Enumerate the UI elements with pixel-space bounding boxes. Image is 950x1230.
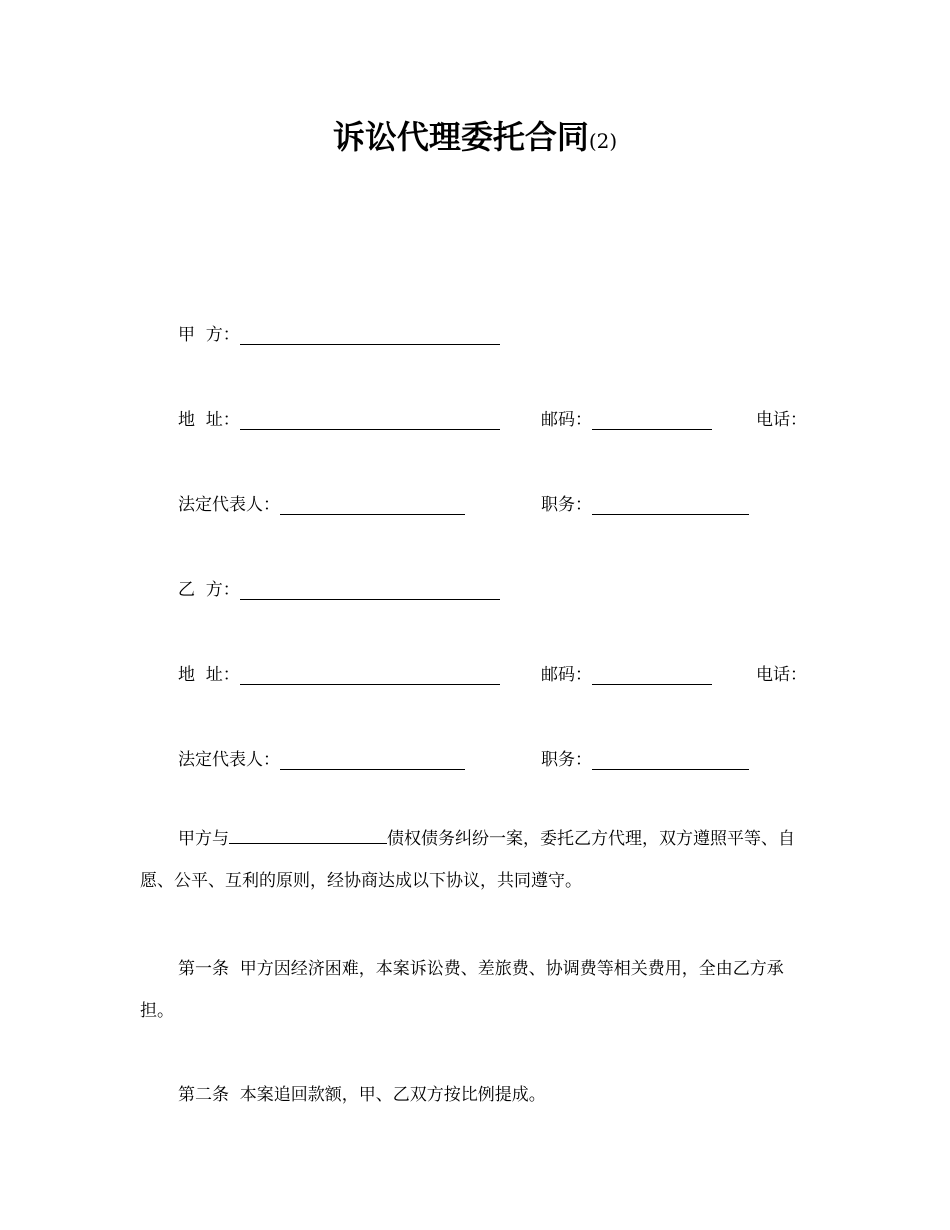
document-title (0, 112, 950, 158)
party-a-label: 甲 方： (178, 325, 240, 345)
party-a-rep-row (178, 490, 465, 515)
party-a-position-row (541, 490, 749, 515)
party-a-address-row (178, 405, 500, 430)
party-b-rep-row (178, 745, 465, 770)
party-b-rep-blank[interactable] (280, 751, 465, 770)
party-a-row (178, 320, 500, 345)
party-b-row (178, 575, 500, 600)
party-b-rep-label: 法定代表人： (178, 750, 280, 770)
party-b-address-row (178, 660, 500, 685)
party-b-postcode-blank[interactable] (592, 666, 712, 685)
party-a-phone-row (756, 405, 807, 430)
case-party-blank[interactable] (229, 829, 387, 844)
party-b-postcode-row (541, 660, 712, 685)
intro-prefix: 甲方与 (178, 829, 229, 849)
party-a-blank[interactable] (240, 326, 500, 345)
party-b-position-blank[interactable] (592, 751, 749, 770)
party-b-blank[interactable] (240, 581, 500, 600)
party-b-position-label: 职务： (541, 750, 592, 770)
intro-paragraph (140, 818, 815, 902)
party-a-postcode-blank[interactable] (592, 411, 712, 430)
article-2 (140, 1074, 815, 1116)
party-a-address-label: 地 址： (178, 410, 240, 430)
intro-rest: 债权债务纠纷一案，委托乙方代理，双方遵照平等、自愿、公平、互利的原则，经协商达成以下协议，共同遵守。 (140, 829, 795, 891)
party-a-rep-blank[interactable] (280, 496, 465, 515)
party-b-position-row (541, 745, 749, 770)
party-b-address-blank[interactable] (240, 666, 500, 685)
party-a-position-blank[interactable] (592, 496, 749, 515)
party-b-phone-label: 电话： (756, 665, 807, 685)
article-1 (140, 948, 815, 1032)
article-1-text: 第一条 甲方因经济困难，本案诉讼费、差旅费、协调费等相关费用，全由乙方承担。 (140, 959, 784, 1021)
party-b-address-label: 地 址： (178, 665, 240, 685)
party-a-phone-label: 电话： (756, 410, 807, 430)
party-b-phone-row (756, 660, 807, 685)
title-text: 诉讼代理委托合同 (332, 118, 589, 156)
party-b-label: 乙 方： (178, 580, 240, 600)
party-a-rep-label: 法定代表人： (178, 495, 280, 515)
party-b-postcode-label: 邮码： (541, 665, 592, 685)
article-2-text: 第二条 本案追回款额，甲、乙双方按比例提成。 (178, 1085, 546, 1105)
title-suffix: (2) (588, 129, 618, 153)
party-a-postcode-label: 邮码： (541, 410, 592, 430)
party-a-address-blank[interactable] (240, 411, 500, 430)
party-a-postcode-row (541, 405, 712, 430)
party-a-position-label: 职务： (541, 495, 592, 515)
